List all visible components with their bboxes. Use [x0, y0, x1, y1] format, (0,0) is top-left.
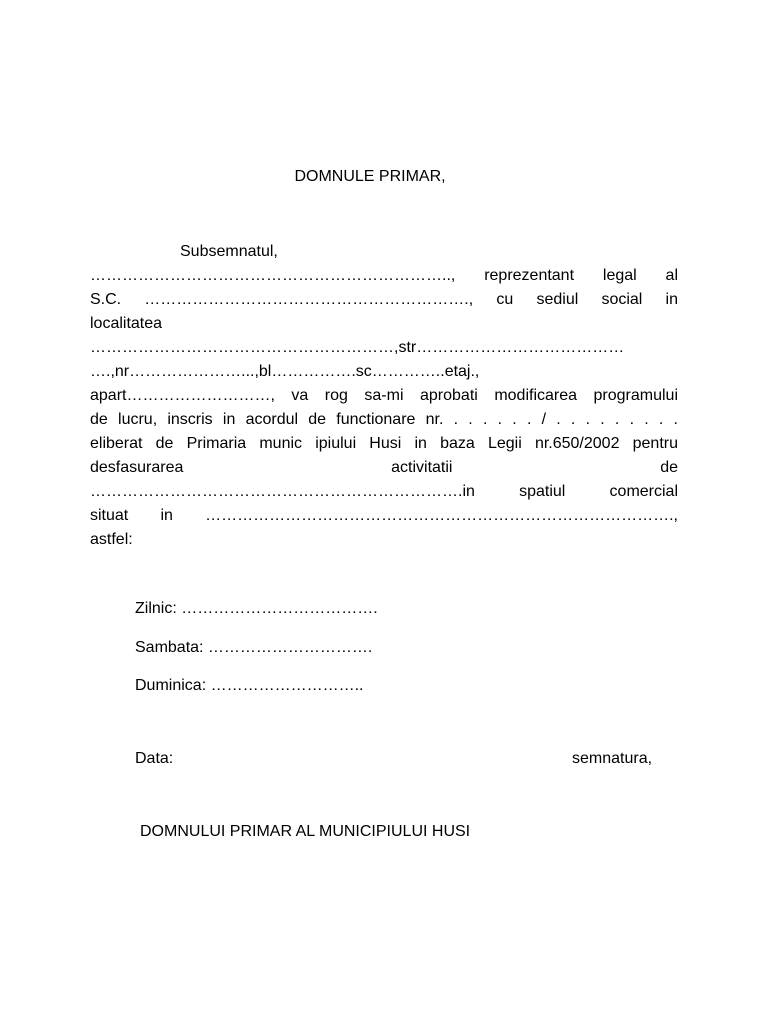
body-line: apart………………………, va rog sa-mi aprobati modificarea programului — [90, 387, 678, 404]
request-body — [90, 240, 678, 552]
body-line: S.C. ……………………………………………………., cu sediul social in — [90, 291, 678, 308]
body-line: ………………………………………………………….., reprezentant legal al — [90, 267, 678, 284]
signature-label: semnatura, — [572, 750, 653, 767]
page-heading: DOMNULE PRIMAR, — [294, 168, 446, 185]
body-line: ….,nr…………………...,bl…………….sc…………..etaj., — [90, 363, 480, 380]
body-line: situat in ……………………………………………………………………………., — [90, 507, 678, 524]
schedule-daily: Zilnic: ………………………………. — [135, 600, 378, 617]
body-line: …………………………………………………………….in spatiul comercial — [90, 483, 678, 500]
schedule-sunday: Duminica: ……………………….. — [135, 677, 364, 694]
schedule-saturday: Sambata: …………………………. — [135, 639, 373, 656]
body-line: Subsemnatul, — [180, 243, 278, 260]
body-line: localitatea — [90, 315, 163, 332]
body-line: eliberat de Primaria munic ipiului Husi in baza Legii nr.650/2002 pentru — [90, 435, 678, 452]
date-label: Data: — [135, 750, 174, 767]
body-line: desfasurarea activitatii de — [90, 459, 678, 476]
addressee-footer: DOMNULUI PRIMAR AL MUNICIPIULUI HUSI — [140, 823, 471, 840]
body-line: astfel: — [90, 531, 133, 548]
body-line: de lucru, inscris in acordul de functionare nr. . . . . . . / . . . . . . . . . — [90, 411, 678, 428]
body-line: …………………………………………………,str………………………………… — [90, 339, 625, 356]
